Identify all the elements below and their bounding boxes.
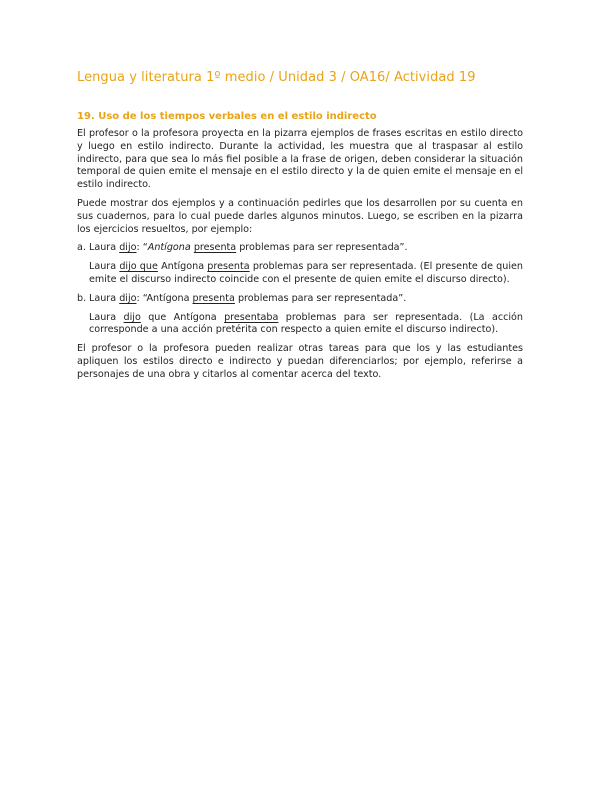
example-a-direct-text — [89, 242, 523, 255]
example-a-q-dijo: dijo — [119, 242, 137, 254]
example-a-indirect-text — [89, 261, 523, 287]
example-a-direct — [77, 242, 523, 255]
example-a-q-presenta: presenta — [193, 242, 237, 254]
example-a-a-laura: Laura — [89, 261, 120, 273]
example-b-q-colon: : “Antígona — [136, 292, 193, 304]
example-a-q-laura: Laura — [89, 242, 120, 254]
example-a-q-rest: problemas para ser representada”. — [236, 242, 408, 254]
example-b-a-rest: problemas para ser representada. (La acción corresponde a una acción pretérita con respecto a quien emite el discurso indirecto). — [89, 311, 523, 336]
example-b-q-laura: Laura — [89, 292, 120, 304]
example-b — [77, 293, 523, 337]
example-b-a-dijo: dijo — [123, 311, 141, 323]
example-a-a-presenta: presenta — [207, 261, 250, 273]
document-header-title: Lengua y literatura 1º medio / Unidad 3 / OA16/ Actividad 19 — [77, 70, 476, 85]
example-b-q-dijo: dijo — [119, 292, 137, 304]
intro-paragraph: El profesor o la profesora proyecta en la pizarra ejemplos de frases escritas en estilo directo y luego en estilo indirecto. Durante la actividad, les muestra que al traspasar al estilo indirecto, para que sea lo más fiel posible a la frase de origen, deben considerar la situación temporal de quien emite el mensaje en el estilo directo y la de quien emite el mensaje en el estilo indirecto. — [77, 128, 523, 191]
example-a-a-antigona: Antígona — [157, 261, 208, 273]
instructions-paragraph: Puede mostrar dos ejemplos y a continuación pedirles que los desarrollen por su cuenta en sus cuadernos, para lo cual puede darles algunos minutos. Luego, se escriben en la pizarra los ejercicios resueltos, por ejemplo: — [77, 197, 523, 235]
example-b-a-laura: Laura — [89, 311, 124, 323]
example-a-marker: a. — [77, 242, 86, 254]
section-title: 19. Uso de los tiempos verbales en el estilo indirecto — [77, 111, 377, 122]
example-b-q-presenta: presenta — [192, 292, 235, 304]
example-a-q-antigona: Antígona — [147, 242, 191, 254]
closing-paragraph: El profesor o la profesora pueden realizar otras tareas para que los y las estudiantes apliquen los estilos directo e indirecto y puedan diferenciarlos; por ejemplo, referirse a personajes de una obra y citarlos al comentar acerca del texto. — [77, 343, 523, 380]
example-a-q-colon: : “ — [136, 242, 148, 254]
example-b-q-rest: problemas para ser representada”. — [234, 292, 407, 304]
example-b-direct — [77, 293, 523, 306]
example-b-a-que: que Antígona — [140, 311, 225, 323]
example-a-a-dijo-que: dijo que — [119, 261, 158, 273]
example-b-a-presentaba: presentaba — [224, 311, 279, 323]
example-b-marker: b. — [77, 292, 87, 304]
example-a — [77, 242, 523, 286]
document-body — [77, 128, 523, 388]
example-b-indirect-text — [89, 312, 523, 338]
example-b-direct-text — [89, 293, 523, 306]
example-a-a-rest: problemas para ser representada. (El presente de quien emite el discurso indirecto coincide con el presente de quien emite el discurso directo). — [89, 261, 523, 285]
